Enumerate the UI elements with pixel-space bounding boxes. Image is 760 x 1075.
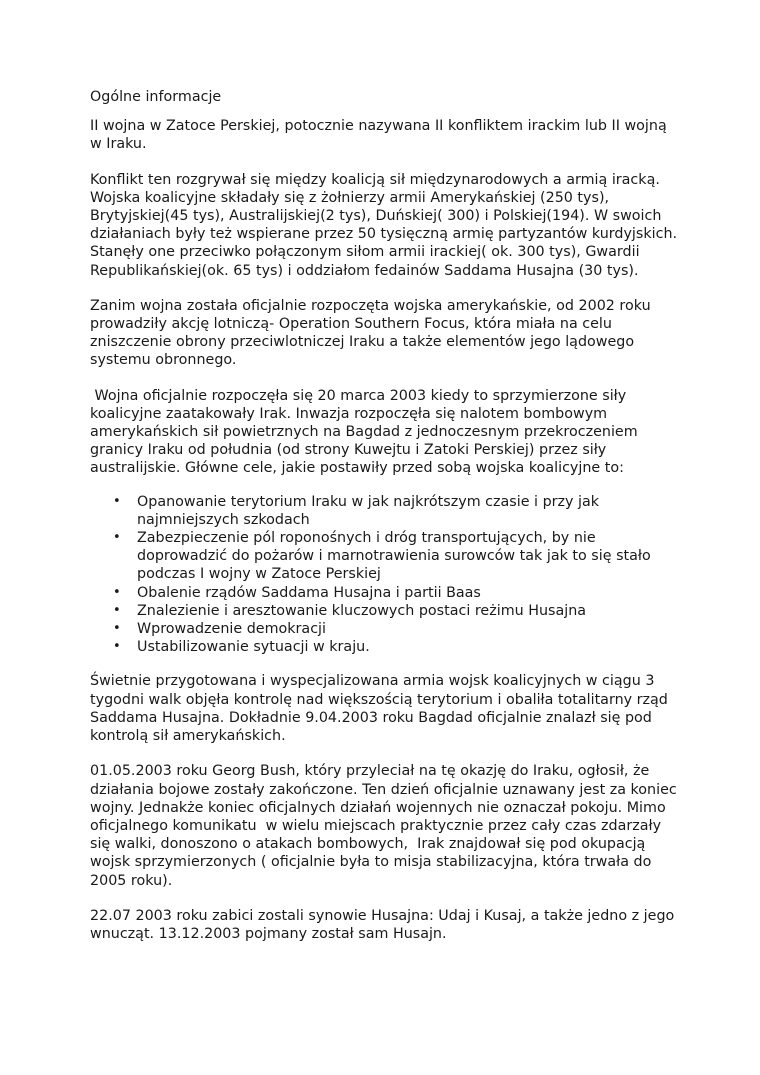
- bullet-icon: •: [113, 530, 121, 546]
- bullet-icon: •: [113, 621, 121, 637]
- list-item-text: Obalenie rządów Saddama Husajna i partii Baas: [137, 584, 481, 601]
- section-heading: Ogólne informacje: [90, 89, 222, 105]
- paragraph-air-operation: Zanim wojna została oficjalnie rozpoczęta wojska amerykańskie, od 2002 roku prowadziły akcję lotniczą- Operation Southern Focus, która miała na celu zniszczenie obrony przeciwlotniczej Iraku a także elementów jego lądowego systemu obronnego.: [90, 297, 656, 369]
- goals-list: [90, 493, 680, 657]
- list-item: [113, 493, 680, 529]
- paragraph-victory: Świetnie przygotowana i wyspecjalizowana armia wojsk koalicyjnych w ciągu 3 tygodni walk objęła kontrolę nad większością terytorium i obaliła totalitarny rząd Saddama Husajna. Dokładnie 9.04.2003 roku Bagdad oficjalnie znalazł się pod kontrolą sił amerykańskich.: [90, 673, 673, 745]
- list-item: [113, 529, 680, 584]
- document-body: [90, 88, 680, 960]
- list-item: [113, 638, 680, 656]
- paragraph-invasion: Wojna oficjalnie rozpoczęła się 20 marca 2003 kiedy to sprzymierzone siły koalicyjne zaatakowały Irak. Inwazja rozpoczęła się nalotem bombowym amerykańskich sił powietrznych na Bagdad z jednoczesnym przekroczeniem granicy Iraku od południa (od strony Kuwejtu i Zatoki Perskiej) przez siły australijskie. Główne cele, jakie postawiły przed sobą wojska koalicyjne to:: [90, 387, 643, 477]
- list-item-text: Ustabilizowanie sytuacji w kraju.: [137, 639, 370, 656]
- bullet-icon: •: [113, 639, 121, 655]
- bullet-icon: •: [113, 602, 121, 618]
- paragraph-intro: II wojna w Zatoce Perskiej, potocznie nazywana II konfliktem irackim lub II wojną w Iraku.: [90, 118, 672, 153]
- list-item-text: Opanowanie terytorium Iraku w jak najkrótszym czasie i przy jak najmniejszych szkodach: [137, 493, 600, 528]
- list-item-text: Wprowadzenie demokracji: [137, 621, 326, 638]
- bullet-icon: •: [113, 493, 121, 509]
- list-item: [113, 602, 680, 620]
- list-item: [113, 584, 680, 602]
- paragraph-end-of-war: 01.05.2003 roku Georg Bush, który przyleciał na tę okazję do Iraku, ogłosił, że działania bojowe zostały zakończone. Ten dzień oficjalnie uznawany jest za koniec wojny. Jednakże koniec oficjalnych działań wojennych nie oznaczał pokoju. Mimo oficjalnego komunikatu w wielu miejscach praktycznie przez cały czas zdarzały się walki, donoszono o atakach bombowych, Irak znajdował się pod okupacją wojsk sprzymierzonych ( oficjalnie była to misja stabilizacyjna, która trwała do 2005 roku).: [90, 763, 682, 889]
- list-item-text: Znalezienie i aresztowanie kluczowych postaci reżimu Husajna: [137, 602, 587, 619]
- list-item: [113, 620, 680, 638]
- paragraph-capture: 22.07 2003 roku zabici zostali synowie Husajna: Udaj i Kusaj, a także jedno z jego wnucząt. 13.12.2003 pojmany został sam Husajn.: [90, 907, 679, 942]
- list-item-text: Zabezpieczenie pól roponośnych i dróg transportujących, by nie doprowadzić do pożarów i marnotrawienia surowców tak jak to się stało podczas I wojny w Zatoce Perskiej: [137, 530, 651, 583]
- bullet-icon: •: [113, 584, 121, 600]
- paragraph-forces: Konflikt ten rozgrywał się między koalicją sił międzynarodowych a armią iracką. Wojska koalicyjne składały się z żołnierzy armii Amerykańskiej (250 tys), Brytyjskiej(45 tys), Australijskiej(2 tys), Duńskiej( 300) i Polskiej(194). W swoich działaniach były też wspierane przez 50 tysięczną armię partyzantów kurdyjskich. Stanęły one przeciwko połączonym siłom armii irackiej( ok. 300 tys), Gwardii Republikańskiej(ok. 65 tys) i oddziałom fedainów Saddama Husajna (30 tys).: [90, 171, 682, 279]
